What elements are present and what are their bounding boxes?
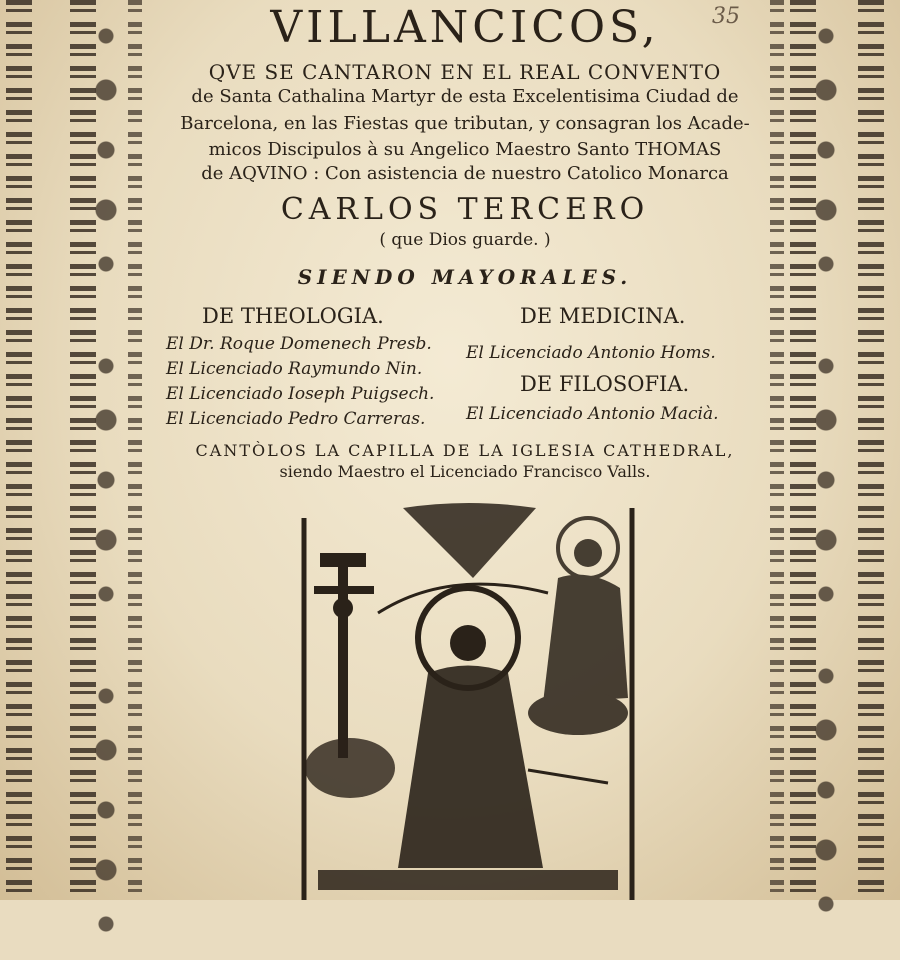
left-top-ornament (78, 0, 134, 300)
subtitle-line-5: de AQVINO : Con asistencia de nuestro Catolico Monarca (201, 163, 729, 184)
theologia-name-4: El Licenciado Pedro Carreras. (166, 409, 426, 429)
maestro-line: siendo Maestro el Licenciado Francisco Valls. (279, 462, 651, 481)
crucifix (314, 553, 374, 758)
mayorales-heading: SIENDO MAYORALES. (297, 265, 633, 289)
ground (318, 870, 618, 890)
clouds (305, 738, 395, 798)
subtitle-line-1: QVE SE CANTARON EN EL REAL CONVENTO (208, 60, 722, 84)
theologia-name-1: El Dr. Roque Domenech Presb. (166, 334, 432, 354)
filosofia-heading: DE FILOSOFIA. (520, 372, 690, 396)
holy-spirit-rays (403, 503, 536, 578)
subtitle-line-3: Barcelona, en las Fiestas que tributan, y consagran los Acade- (180, 113, 750, 134)
theologia-heading: DE THEOLOGIA. (202, 304, 384, 328)
medicina-heading: DE MEDICINA. (520, 304, 686, 328)
central-saint (398, 588, 543, 868)
right-middle-ornament (798, 330, 854, 630)
subtitle-line-2: de Santa Cathalina Martyr de esta Excelentisima Ciudad de (191, 86, 739, 107)
monarch-name: CARLOS TERCERO (280, 192, 650, 227)
theologia-name-2: El Licenciado Raymundo Nin. (166, 359, 423, 379)
subtitle-line-4: micos Discipulos à su Angelico Maestro Santo THOMAS (208, 139, 722, 160)
left-outer-border (6, 0, 32, 900)
page-title: VILLANCICOS, (270, 2, 660, 53)
handwritten-page-number: 35 (712, 4, 740, 29)
capilla-line: CANTÒLOS LA CAPILLA DE LA IGLESIA CATHEDRAL, (195, 441, 735, 460)
left-middle-ornament (78, 330, 134, 630)
right-top-ornament (798, 0, 854, 300)
madonna-figure (528, 518, 628, 735)
woodcut-illustration (298, 498, 638, 900)
right-outer-border (858, 0, 884, 900)
blessing-line: ( que Dios guarde. ) (379, 230, 551, 250)
filosofia-name: El Licenciado Antonio Macià. (466, 404, 719, 424)
medicina-name: El Licenciado Antonio Homs. (466, 343, 716, 363)
right-bottom-ornament (798, 640, 854, 940)
theologia-name-3: El Licenciado Ioseph Puigsech. (166, 384, 435, 404)
left-bottom-ornament (78, 660, 134, 960)
